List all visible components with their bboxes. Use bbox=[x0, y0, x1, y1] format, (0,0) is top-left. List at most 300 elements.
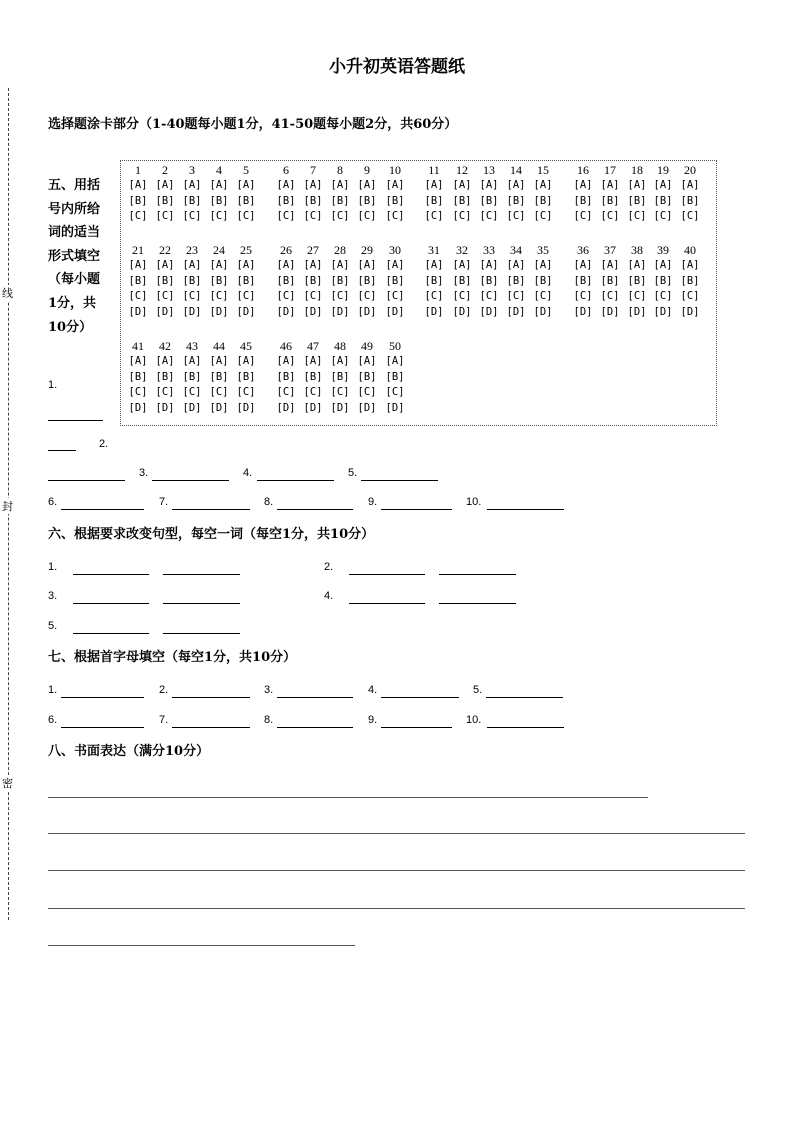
fill5-label: 1. bbox=[48, 379, 58, 391]
question-number: 5 bbox=[243, 163, 249, 177]
option-bubble[interactable]: [A] bbox=[573, 179, 593, 191]
answer-blank[interactable] bbox=[172, 727, 250, 728]
option-bubble[interactable]: [A] bbox=[209, 355, 229, 367]
fill5-label: 10. bbox=[466, 496, 482, 508]
option-bubble[interactable]: [B] bbox=[182, 370, 202, 383]
question-30-bubbles bbox=[384, 243, 406, 320]
option-bubble[interactable]: [C] bbox=[155, 386, 175, 398]
option-bubble[interactable]: [D] bbox=[357, 305, 377, 318]
option-bubble[interactable]: [C] bbox=[680, 210, 700, 222]
option-bubble[interactable]: [D] bbox=[276, 305, 296, 318]
option-bubble[interactable]: [C] bbox=[600, 290, 620, 302]
option-bubble[interactable]: [C] bbox=[479, 210, 499, 222]
option-bubble[interactable]: [A] bbox=[680, 259, 700, 271]
option-bubble[interactable]: [D] bbox=[506, 305, 526, 318]
question-number: 48 bbox=[334, 339, 346, 353]
option-bubble[interactable]: [B] bbox=[182, 274, 202, 287]
option-bubble[interactable]: [A] bbox=[506, 179, 526, 191]
option-bubble[interactable]: [B] bbox=[155, 370, 175, 383]
option-bubble[interactable]: [D] bbox=[209, 401, 229, 414]
option-bubble[interactable]: [A] bbox=[236, 179, 256, 191]
option-bubble[interactable]: [A] bbox=[276, 179, 296, 191]
section8-title: 八、书面表达（满分10分） bbox=[48, 744, 210, 759]
option-bubble[interactable]: [A] bbox=[303, 259, 323, 271]
option-bubble[interactable]: [B] bbox=[653, 194, 673, 207]
option-bubble[interactable]: [B] bbox=[303, 370, 323, 383]
option-bubble[interactable]: [C] bbox=[385, 210, 405, 222]
option-bubble[interactable]: [B] bbox=[573, 194, 593, 207]
option-bubble[interactable]: [A] bbox=[303, 355, 323, 367]
question-number: 44 bbox=[213, 339, 225, 353]
option-bubble[interactable]: [C] bbox=[573, 210, 593, 222]
question-number: 14 bbox=[510, 163, 522, 177]
option-bubble[interactable]: [B] bbox=[680, 194, 700, 207]
option-bubble[interactable]: [A] bbox=[155, 259, 175, 271]
option-bubble[interactable]: [B] bbox=[653, 274, 673, 287]
question-44-bubbles bbox=[208, 339, 230, 416]
question-number: 35 bbox=[537, 243, 549, 257]
option-bubble[interactable]: [C] bbox=[236, 210, 256, 222]
option-bubble[interactable]: [C] bbox=[533, 210, 553, 222]
question-number: 21 bbox=[132, 243, 144, 257]
option-bubble[interactable]: [A] bbox=[357, 179, 377, 191]
section7-title: 七、根据首字母填空（每空1分，共10分） bbox=[48, 650, 297, 665]
option-bubble[interactable]: [D] bbox=[128, 305, 148, 318]
question-26-bubbles bbox=[275, 243, 297, 320]
binding-char-mi: 密 bbox=[2, 777, 13, 790]
option-bubble[interactable]: [A] bbox=[128, 179, 148, 191]
option-bubble[interactable]: [C] bbox=[209, 386, 229, 398]
question-number: 49 bbox=[361, 339, 373, 353]
question-14-bubbles bbox=[505, 163, 527, 225]
option-bubble[interactable]: [B] bbox=[385, 194, 405, 207]
option-bubble[interactable]: [A] bbox=[533, 259, 553, 271]
option-bubble[interactable]: [A] bbox=[209, 179, 229, 191]
option-bubble[interactable]: [C] bbox=[627, 210, 647, 222]
option-bubble[interactable]: [A] bbox=[303, 179, 323, 191]
option-bubble[interactable]: [B] bbox=[276, 194, 296, 207]
option-bubble[interactable]: [C] bbox=[357, 386, 377, 398]
option-bubble[interactable]: [C] bbox=[573, 290, 593, 302]
section6-title: 六、根据要求改变句型，每空一词（每空1分，共10分） bbox=[48, 527, 375, 542]
question-number: 37 bbox=[604, 243, 616, 257]
question-48-bubbles bbox=[329, 339, 351, 416]
option-bubble[interactable]: [C] bbox=[155, 290, 175, 302]
option-bubble[interactable]: [D] bbox=[155, 305, 175, 318]
question-47-bubbles bbox=[302, 339, 324, 416]
answer-blank[interactable] bbox=[73, 574, 149, 575]
option-bubble[interactable]: [D] bbox=[303, 401, 323, 414]
question-28-bubbles bbox=[329, 243, 351, 320]
option-bubble[interactable]: [B] bbox=[627, 274, 647, 287]
option-bubble[interactable]: [C] bbox=[182, 386, 202, 398]
option-bubble[interactable]: [D] bbox=[653, 305, 673, 318]
question-number: 38 bbox=[631, 243, 643, 257]
option-bubble[interactable]: [C] bbox=[303, 210, 323, 222]
question-3-bubbles bbox=[181, 163, 203, 225]
option-bubble[interactable]: [A] bbox=[385, 355, 405, 367]
question-number: 13 bbox=[483, 163, 495, 177]
option-bubble[interactable]: [D] bbox=[236, 401, 256, 414]
option-bubble[interactable]: [C] bbox=[276, 210, 296, 222]
question-20-bubbles bbox=[679, 163, 701, 225]
option-bubble[interactable]: [D] bbox=[330, 401, 350, 414]
answer-blank[interactable] bbox=[163, 603, 240, 604]
question-36-bubbles bbox=[572, 243, 594, 320]
option-bubble[interactable]: [A] bbox=[506, 259, 526, 271]
s6-label: 3. bbox=[48, 590, 58, 602]
s7-label: 7. bbox=[159, 714, 169, 726]
option-bubble[interactable]: [B] bbox=[479, 274, 499, 287]
question-22-bubbles bbox=[154, 243, 176, 320]
option-bubble[interactable]: [A] bbox=[680, 179, 700, 191]
question-6-bubbles bbox=[275, 163, 297, 225]
option-bubble[interactable]: [C] bbox=[506, 290, 526, 302]
option-bubble[interactable]: [A] bbox=[128, 259, 148, 271]
question-number: 9 bbox=[364, 163, 370, 177]
answer-blank[interactable] bbox=[172, 697, 250, 698]
option-bubble[interactable]: [C] bbox=[128, 290, 148, 302]
question-29-bubbles bbox=[356, 243, 378, 320]
option-bubble[interactable]: [A] bbox=[424, 259, 444, 271]
option-bubble[interactable]: [B] bbox=[276, 274, 296, 287]
option-bubble[interactable]: [B] bbox=[303, 274, 323, 287]
question-23-bubbles bbox=[181, 243, 203, 320]
option-bubble[interactable]: [D] bbox=[128, 401, 148, 414]
option-bubble[interactable]: [A] bbox=[209, 259, 229, 271]
option-bubble[interactable]: [C] bbox=[357, 210, 377, 222]
option-bubble[interactable]: [D] bbox=[600, 305, 620, 318]
section5-title: 五、用括 号内所给 词的适当 形式填空 （每小题 1分，共 10分） bbox=[48, 178, 101, 335]
question-number: 45 bbox=[240, 339, 252, 353]
question-number: 24 bbox=[213, 243, 225, 257]
answer-blank[interactable] bbox=[61, 509, 144, 510]
option-bubble[interactable]: [B] bbox=[506, 274, 526, 287]
option-bubble[interactable]: [C] bbox=[209, 290, 229, 302]
writing-line[interactable] bbox=[48, 908, 745, 909]
answer-blank[interactable] bbox=[361, 480, 438, 481]
question-45-bubbles bbox=[235, 339, 257, 416]
fill5-label: 4. bbox=[243, 467, 253, 479]
question-number: 30 bbox=[389, 243, 401, 257]
answer-blank[interactable] bbox=[381, 727, 452, 728]
option-bubble[interactable]: [B] bbox=[209, 194, 229, 207]
option-bubble[interactable]: [C] bbox=[506, 210, 526, 222]
option-bubble[interactable]: [A] bbox=[276, 355, 296, 367]
answer-blank[interactable] bbox=[381, 697, 459, 698]
option-bubble[interactable]: [C] bbox=[276, 386, 296, 398]
option-bubble[interactable]: [A] bbox=[155, 179, 175, 191]
binding-char-feng: 封 bbox=[2, 500, 13, 513]
option-bubble[interactable]: [B] bbox=[236, 274, 256, 287]
option-bubble[interactable]: [D] bbox=[182, 305, 202, 318]
option-bubble[interactable]: [B] bbox=[533, 274, 553, 287]
option-bubble[interactable]: [A] bbox=[236, 259, 256, 271]
option-bubble[interactable]: [B] bbox=[236, 370, 256, 383]
option-bubble[interactable]: [D] bbox=[385, 401, 405, 414]
writing-line[interactable] bbox=[48, 797, 648, 798]
question-number: 3 bbox=[189, 163, 195, 177]
fill5-label: 2. bbox=[99, 438, 109, 450]
question-35-bubbles bbox=[532, 243, 554, 320]
option-bubble[interactable]: [C] bbox=[209, 210, 229, 222]
option-bubble[interactable]: [C] bbox=[452, 210, 472, 222]
question-number: 32 bbox=[456, 243, 468, 257]
option-bubble[interactable]: [C] bbox=[627, 290, 647, 302]
answer-blank[interactable] bbox=[439, 603, 516, 604]
option-bubble[interactable]: [C] bbox=[236, 386, 256, 398]
option-bubble[interactable]: [D] bbox=[209, 305, 229, 318]
question-number: 41 bbox=[132, 339, 144, 353]
option-bubble[interactable]: [A] bbox=[452, 259, 472, 271]
s7-label: 1. bbox=[48, 684, 58, 696]
option-bubble[interactable]: [A] bbox=[357, 259, 377, 271]
option-bubble[interactable]: [A] bbox=[653, 179, 673, 191]
option-bubble[interactable]: [D] bbox=[357, 401, 377, 414]
option-bubble[interactable]: [B] bbox=[330, 274, 350, 287]
question-number: 33 bbox=[483, 243, 495, 257]
answer-blank[interactable] bbox=[277, 509, 353, 510]
s7-label: 8. bbox=[264, 714, 274, 726]
writing-line[interactable] bbox=[48, 870, 745, 871]
answer-blank[interactable] bbox=[163, 574, 240, 575]
option-bubble[interactable]: [C] bbox=[128, 210, 148, 222]
option-bubble[interactable]: [A] bbox=[182, 179, 202, 191]
question-number: 31 bbox=[428, 243, 440, 257]
fill5-label: 8. bbox=[264, 496, 274, 508]
option-bubble[interactable]: [A] bbox=[357, 355, 377, 367]
option-bubble[interactable]: [B] bbox=[209, 274, 229, 287]
option-bubble[interactable]: [A] bbox=[236, 355, 256, 367]
fill5-label: 7. bbox=[159, 496, 169, 508]
option-bubble[interactable]: [C] bbox=[330, 386, 350, 398]
option-bubble[interactable]: [D] bbox=[276, 401, 296, 414]
option-bubble[interactable]: [A] bbox=[479, 179, 499, 191]
binding-char-xian: 线 bbox=[2, 287, 13, 300]
option-bubble[interactable]: [D] bbox=[424, 305, 444, 318]
option-bubble[interactable]: [A] bbox=[452, 179, 472, 191]
option-bubble[interactable]: [C] bbox=[680, 290, 700, 302]
option-bubble[interactable]: [A] bbox=[385, 259, 405, 271]
answer-blank[interactable] bbox=[61, 697, 144, 698]
option-bubble[interactable]: [D] bbox=[385, 305, 405, 318]
option-bubble[interactable]: [C] bbox=[182, 290, 202, 302]
option-bubble[interactable]: [B] bbox=[452, 194, 472, 207]
question-46-bubbles bbox=[275, 339, 297, 416]
option-bubble[interactable]: [C] bbox=[303, 290, 323, 302]
question-number: 18 bbox=[631, 163, 643, 177]
s6-label: 1. bbox=[48, 561, 58, 573]
option-bubble[interactable]: [B] bbox=[182, 194, 202, 207]
option-bubble[interactable]: [B] bbox=[330, 194, 350, 207]
option-bubble[interactable]: [A] bbox=[128, 355, 148, 367]
answer-blank[interactable] bbox=[487, 727, 564, 728]
answer-blank[interactable] bbox=[163, 633, 240, 634]
question-number: 8 bbox=[337, 163, 343, 177]
question-number: 1 bbox=[135, 163, 141, 177]
answer-blank[interactable] bbox=[349, 574, 425, 575]
option-bubble[interactable]: [B] bbox=[600, 274, 620, 287]
answer-blank[interactable] bbox=[48, 450, 76, 451]
option-bubble[interactable]: [D] bbox=[155, 401, 175, 414]
option-bubble[interactable]: [C] bbox=[600, 210, 620, 222]
question-37-bubbles bbox=[599, 243, 621, 320]
answer-blank[interactable] bbox=[152, 480, 229, 481]
question-number: 23 bbox=[186, 243, 198, 257]
option-bubble[interactable]: [B] bbox=[385, 370, 405, 383]
answer-blank[interactable] bbox=[257, 480, 334, 481]
option-bubble[interactable]: [A] bbox=[276, 259, 296, 271]
question-number: 50 bbox=[389, 339, 401, 353]
option-bubble[interactable]: [C] bbox=[653, 210, 673, 222]
question-number: 16 bbox=[577, 163, 589, 177]
option-bubble[interactable]: [A] bbox=[600, 259, 620, 271]
option-bubble[interactable]: [A] bbox=[182, 355, 202, 367]
option-bubble[interactable]: [C] bbox=[155, 210, 175, 222]
s6-label: 2. bbox=[324, 561, 334, 573]
option-bubble[interactable]: [D] bbox=[236, 305, 256, 318]
option-bubble[interactable]: [A] bbox=[627, 179, 647, 191]
option-bubble[interactable]: [B] bbox=[573, 274, 593, 287]
answer-blank[interactable] bbox=[349, 603, 425, 604]
question-number: 46 bbox=[280, 339, 292, 353]
option-bubble[interactable]: [B] bbox=[600, 194, 620, 207]
question-number: 47 bbox=[307, 339, 319, 353]
option-bubble[interactable]: [A] bbox=[330, 355, 350, 367]
question-9-bubbles bbox=[356, 163, 378, 225]
option-bubble[interactable]: [A] bbox=[479, 259, 499, 271]
option-bubble[interactable]: [B] bbox=[479, 194, 499, 207]
option-bubble[interactable]: [A] bbox=[385, 179, 405, 191]
option-bubble[interactable]: [C] bbox=[330, 290, 350, 302]
option-bubble[interactable]: [C] bbox=[424, 290, 444, 302]
option-bubble[interactable]: [A] bbox=[600, 179, 620, 191]
option-bubble[interactable]: [C] bbox=[653, 290, 673, 302]
question-2-bubbles bbox=[154, 163, 176, 225]
option-bubble[interactable]: [B] bbox=[627, 194, 647, 207]
option-bubble[interactable]: [B] bbox=[128, 370, 148, 383]
option-bubble[interactable]: [A] bbox=[182, 259, 202, 271]
option-bubble[interactable]: [C] bbox=[303, 386, 323, 398]
option-bubble[interactable]: [D] bbox=[573, 305, 593, 318]
option-bubble[interactable]: [B] bbox=[155, 194, 175, 207]
answer-blank[interactable] bbox=[439, 574, 516, 575]
question-number: 43 bbox=[186, 339, 198, 353]
option-bubble[interactable]: [B] bbox=[357, 370, 377, 383]
option-bubble[interactable]: [B] bbox=[330, 370, 350, 383]
option-bubble[interactable]: [D] bbox=[452, 305, 472, 318]
option-bubble[interactable]: [C] bbox=[276, 290, 296, 302]
answer-blank[interactable] bbox=[381, 509, 452, 510]
answer-blank[interactable] bbox=[61, 727, 144, 728]
question-number: 34 bbox=[510, 243, 522, 257]
option-bubble[interactable]: [B] bbox=[155, 274, 175, 287]
option-bubble[interactable]: [C] bbox=[424, 210, 444, 222]
option-bubble[interactable]: [D] bbox=[330, 305, 350, 318]
option-bubble[interactable]: [B] bbox=[506, 194, 526, 207]
option-bubble[interactable]: [B] bbox=[276, 370, 296, 383]
option-bubble[interactable]: [A] bbox=[330, 179, 350, 191]
question-40-bubbles bbox=[679, 243, 701, 320]
answer-blank[interactable] bbox=[48, 480, 125, 481]
fill5-label: 3. bbox=[139, 467, 149, 479]
answer-blank[interactable] bbox=[48, 420, 103, 421]
answer-blank[interactable] bbox=[487, 509, 564, 510]
question-10-bubbles bbox=[384, 163, 406, 225]
answer-blank[interactable] bbox=[73, 603, 149, 604]
s7-label: 2. bbox=[159, 684, 169, 696]
writing-line[interactable] bbox=[48, 945, 355, 946]
option-bubble[interactable]: [C] bbox=[479, 290, 499, 302]
option-bubble[interactable]: [B] bbox=[424, 274, 444, 287]
option-bubble[interactable]: [B] bbox=[424, 194, 444, 207]
question-27-bubbles bbox=[302, 243, 324, 320]
option-bubble[interactable]: [C] bbox=[330, 210, 350, 222]
option-bubble[interactable]: [D] bbox=[680, 305, 700, 318]
option-bubble[interactable]: [C] bbox=[385, 386, 405, 398]
option-bubble[interactable]: [C] bbox=[357, 290, 377, 302]
answer-blank[interactable] bbox=[277, 697, 353, 698]
option-bubble[interactable]: [D] bbox=[182, 401, 202, 414]
option-bubble[interactable]: [B] bbox=[357, 194, 377, 207]
option-bubble[interactable]: [B] bbox=[357, 274, 377, 287]
option-bubble[interactable]: [D] bbox=[303, 305, 323, 318]
option-bubble[interactable]: [B] bbox=[128, 194, 148, 207]
s7-label: 9. bbox=[368, 714, 378, 726]
option-bubble[interactable]: [D] bbox=[533, 305, 553, 318]
question-31-bubbles bbox=[423, 243, 445, 320]
option-bubble[interactable]: [B] bbox=[128, 274, 148, 287]
answer-blank[interactable] bbox=[172, 509, 250, 510]
option-bubble[interactable]: [B] bbox=[385, 274, 405, 287]
option-bubble[interactable]: [B] bbox=[680, 274, 700, 287]
option-bubble[interactable]: [A] bbox=[573, 259, 593, 271]
answer-blank[interactable] bbox=[277, 727, 353, 728]
question-16-bubbles bbox=[572, 163, 594, 225]
option-bubble[interactable]: [C] bbox=[128, 386, 148, 398]
option-bubble[interactable]: [C] bbox=[236, 290, 256, 302]
option-bubble[interactable]: [A] bbox=[627, 259, 647, 271]
question-49-bubbles bbox=[356, 339, 378, 416]
option-bubble[interactable]: [A] bbox=[533, 179, 553, 191]
s7-label: 10. bbox=[466, 714, 482, 726]
question-12-bubbles bbox=[451, 163, 473, 225]
option-bubble[interactable]: [A] bbox=[155, 355, 175, 367]
option-bubble[interactable]: [D] bbox=[479, 305, 499, 318]
option-bubble[interactable]: [A] bbox=[653, 259, 673, 271]
option-bubble[interactable]: [A] bbox=[330, 259, 350, 271]
option-bubble[interactable]: [C] bbox=[533, 290, 553, 302]
answer-blank[interactable] bbox=[486, 697, 563, 698]
option-bubble[interactable]: [B] bbox=[303, 194, 323, 207]
option-bubble[interactable]: [D] bbox=[627, 305, 647, 318]
option-bubble[interactable]: [A] bbox=[424, 179, 444, 191]
answer-blank[interactable] bbox=[73, 633, 149, 634]
option-bubble[interactable]: [C] bbox=[182, 210, 202, 222]
option-bubble[interactable]: [B] bbox=[209, 370, 229, 383]
option-bubble[interactable]: [B] bbox=[533, 194, 553, 207]
question-41-bubbles bbox=[127, 339, 149, 416]
option-bubble[interactable]: [B] bbox=[236, 194, 256, 207]
option-bubble[interactable]: [C] bbox=[385, 290, 405, 302]
question-43-bubbles bbox=[181, 339, 203, 416]
writing-line[interactable] bbox=[48, 833, 745, 834]
question-15-bubbles bbox=[532, 163, 554, 225]
option-bubble[interactable]: [C] bbox=[452, 290, 472, 302]
option-bubble[interactable]: [B] bbox=[452, 274, 472, 287]
question-5-bubbles bbox=[235, 163, 257, 225]
question-19-bubbles bbox=[652, 163, 674, 225]
